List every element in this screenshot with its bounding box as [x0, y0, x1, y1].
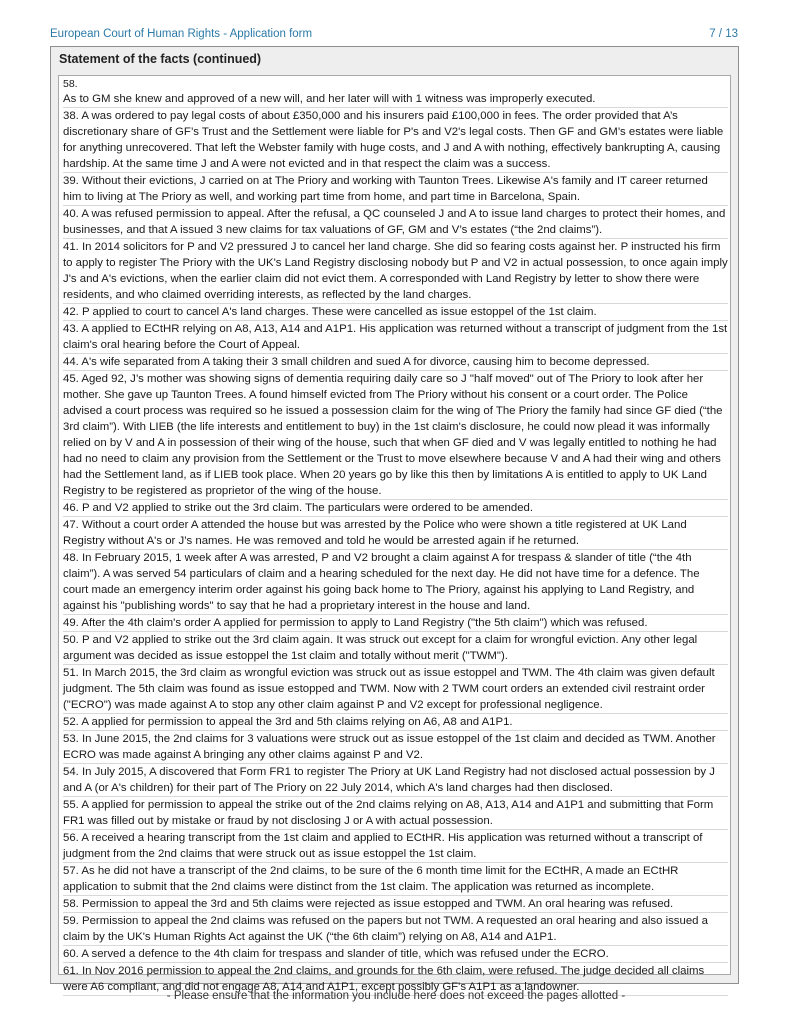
paragraph: 61. In Nov 2016 permission to appeal the 2nd claims, and grounds for the 6th claim, were refused. The judge decided all claims were A6 compliant, and did not engage A8, A14 and A1P1, except possibly GF's A1P1 as a landowner. — [63, 963, 728, 996]
paragraph: 48. In February 2015, 1 week after A was arrested, P and V2 brought a claim against A for trespass & slander of title (“the 4th claim”). A was served 54 particulars of claim and a hearing scheduled for the next day. He did not have time for a defence. The court made an emergency interim order against his going back home to The Priory, against his applying to Land Registry, and against his "publishing words" to say that he had a proprietary interest in the house and land. — [63, 550, 728, 615]
paragraph: 42. P applied to court to cancel A's land charges. These were cancelled as issue estoppel of the 1st claim. — [63, 304, 728, 321]
paragraph: 53. In June 2015, the 2nd claims for 3 valuations were struck out as issue estoppel of the 1st claim and decided as TWM. Another ECRO was made against A bringing any other claims against P and V2. — [63, 731, 728, 764]
paragraph: 59. Permission to appeal the 2nd claims was refused on the papers but not TWM. A requested an oral hearing and also issued a claim by the UK's Human Rights Act against the UK (“the 6th claim”) relying on A8, A14 and A1P1. — [63, 913, 728, 946]
paragraph: 50. P and V2 applied to strike out the 3rd claim again. It was struck out except for a claim for wrongful eviction. Any other legal argument was decided as issue estoppel the 1st claim and totally without merit ("TWM"). — [63, 632, 728, 665]
field-number: 58. — [63, 78, 78, 90]
paragraph: 54. In July 2015, A discovered that Form FR1 to register The Priory at UK Land Registry had not disclosed actual possession by J and A (or A's children) for their part of The Priory on 22 July 2014, which A's land charges had then disclosed. — [63, 764, 728, 797]
page-header — [50, 24, 742, 44]
paragraph: 43. A applied to ECtHR relying on A8, A13, A14 and A1P1. His application was returned without a transcript of judgment from the 1st claim's oral hearing before the Court of Appeal. — [63, 321, 728, 354]
paragraph: 38. A was ordered to pay legal costs of about £350,000 and his insurers paid £100,000 in fees. The order provided that A’s discretionary share of GF’s Trust and the Settlement were liable for P's and V2's legal costs. Then GF and GM’s estates were liable for anything unrecovered. That left the Webster family with huge costs, and J and A with nothing, effectively bankrupting A, causing hardship. At the same time J and A were not evicted and in that respect the claim was a success. — [63, 108, 728, 173]
paragraph: 56. A received a hearing transcript from the 1st claim and applied to ECtHR. His application was returned without a transcript of judgment from the 2nd claims that were struck out as issue estoppel the 1st claim. — [63, 830, 728, 863]
paragraph: 57. As he did not have a transcript of the 2nd claims, to be sure of the 6 month time limit for the ECtHR, A made an ECtHR application to submit that the 2nd claims were distinct from the 1st claim. The application was returned as incomplete. — [63, 863, 728, 896]
paragraph: 41. In 2014 solicitors for P and V2 pressured J to cancel her land charge. She did so fearing costs against her. P instructed his firm to apply to register The Priory with the UK's Land Registry disclosing nobody but P and V2 in actual possession, to once again imply J's and A's evictions, when the earlier claim did not evict them. A corresponded with Land Registry by letter to show there were residents, and who claimed overriding interests, as reflected by the land charges. — [63, 239, 728, 304]
form-title: European Court of Human Rights - Application form — [50, 28, 313, 40]
paragraph: 47. Without a court order A attended the house but was arrested by the Police who were shown a title registered at UK Land Registry without A's or J’s names. He was removed and told he would be arrested again if he returned. — [63, 517, 728, 550]
paragraph: 55. A applied for permission to appeal the strike out of the 2nd claims relying on A8, A13, A14 and A1P1 and submitting that Form FR1 was filled out by mistake or fraud by not disclosing J or A with actual possession. — [63, 797, 728, 830]
section-title: Statement of the facts (continued) — [59, 52, 262, 66]
page-number: 7 / 13 — [709, 28, 738, 40]
page-limit-note: - Please ensure that the information you include here does not exceed the pages allotted - — [166, 990, 626, 1002]
paragraph: 45. Aged 92, J’s mother was showing signs of dementia requiring daily care so J "half moved" out of The Priory to look after her mother. She gave up Taunton Trees. A found himself evicted from The Priory without his consent or a court order. The Police advised a court process was required so he issued a possession claim for the wing of The Priory the family had since GF died (“the 3rd claim”). With LIEB (the life interests and entitlement to buy) in the 1st claim's disclosure, he could now plead it was informally relied on by V and A in possession of their wing of the house, such that when GF died and V was legally entitled to nothing he had had no need to claim any provision from the Settlement or the Trust to move elsewhere because V and A had their wing and others had the Settlement land, as if LIEB took place. When 20 years go by like this then by limitations A is entitled to apply to UK Land Registry to be registered as proprietor of the wing of the house. — [63, 371, 728, 500]
paragraph: 46. P and V2 applied to strike out the 3rd claim. The particulars were ordered to be amended. — [63, 500, 728, 517]
paragraph: 49. After the 4th claim's order A applied for permission to apply to Land Registry ("the 5th claim") which was refused. — [63, 615, 728, 632]
paragraph: 52. A applied for permission to appeal the 3rd and 5th claims relying on A6, A8 and A1P1. — [63, 714, 728, 731]
statement-text-field[interactable] — [58, 75, 731, 993]
paragraph: 40. A was refused permission to appeal. After the refusal, a QC counseled J and A to issue land charges to protect their homes, and businesses, and that A issued 3 new claims for tax valuations of GF, GM and V’s estates (“the 2nd claims”). — [63, 206, 728, 239]
paragraph: 58. Permission to appeal the 3rd and 5th claims were rejected as issue estopped and TWM. An oral hearing was refused. — [63, 896, 728, 913]
paragraph: 51. In March 2015, the 3rd claim as wrongful eviction was struck out as issue estoppel and TWM. The 4th claim was given default judgment. The 5th claim was found as issue estopped and TWM. Now with 2 TWM court orders an extended civil restraint order ("ECRO") was made against A to stop any other claim against P and V2 except for professional negligence. — [63, 665, 728, 714]
statement-of-facts-panel — [50, 46, 739, 993]
paragraph: 44. A's wife separated from A taking their 3 small children and sued A for divorce, causing him to become depressed. — [63, 354, 728, 371]
paragraph: 60. A served a defence to the 4th claim for trespass and slander of title, which was refused under the ECRO. — [63, 946, 728, 963]
paragraph: 39. Without their evictions, J carried on at The Priory and working with Taunton Trees. Likewise A's family and IT career returned him to living at The Priory as well, and working part time from home, and part time in Barcelona, Spain. — [63, 173, 728, 206]
paragraph: As to GM she knew and approved of a new will, and her later will with 1 witness was improperly executed. — [63, 91, 728, 108]
